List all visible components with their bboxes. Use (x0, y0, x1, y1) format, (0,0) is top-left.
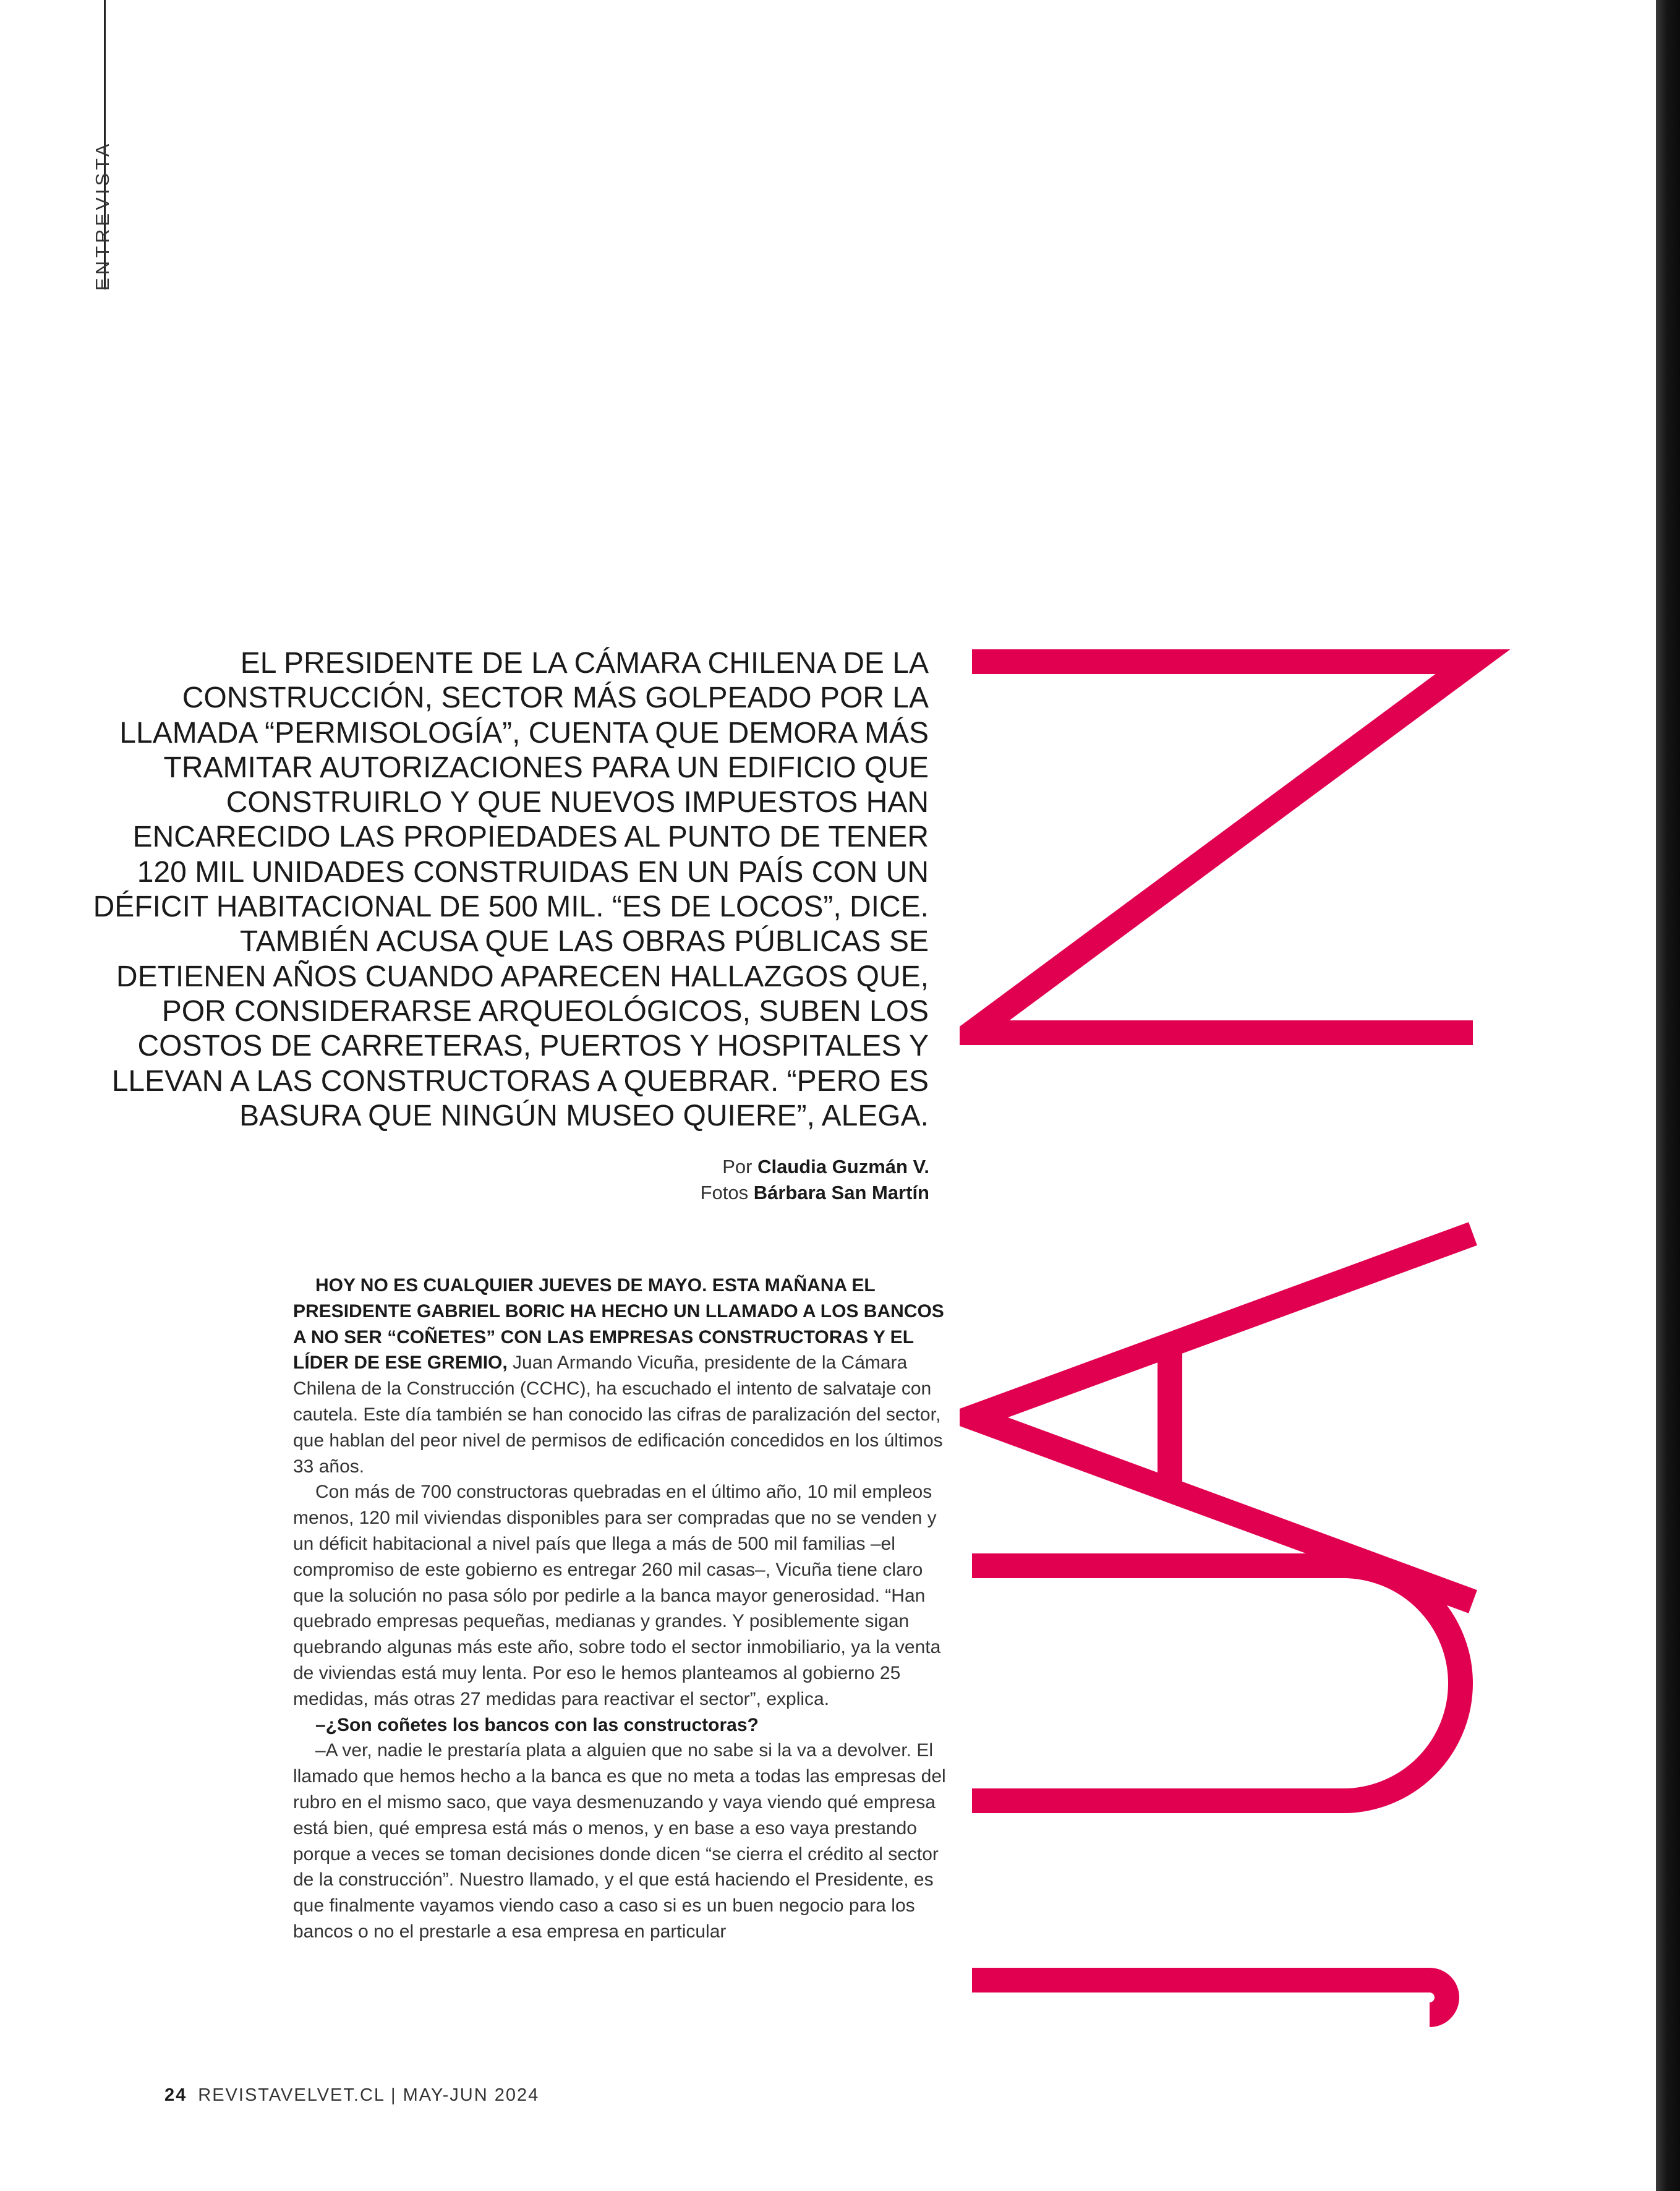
paragraph-1-rest: Juan Armando Vicuña, presidente de la Cámara Chilena de la Construcción (CCHC), ha escuchado el intento de salvataje con cautela. Este día también se han conocido las cifras de paralización del sector, que hablan del peor nivel de permisos de edificación concedidos en los últimos 33 años. (293, 1352, 943, 1477)
interview-answer: –A ver, nadie le prestaría plata a alguien que no sabe si la va a devolver. El llamado que hemos hecho a la banca es que no meta a todas las empresas del rubro en el mismo saco, que vaya desmenuzando y vaya viendo qué empresa está bien, qué empresa está más o menos, y en base a eso vaya prestando porque a veces se toman decisiones donde dicen “se cierra el crédito al sector de la construcción”. Nuestro llamado, y el que está haciendo el Presidente, es que finalmente vayamos viendo caso a caso si es un buen negocio para los bancos o no el prestarle a esa empresa en particular (293, 1740, 946, 1942)
lede: HOY NO ES CUALQUIER JUEVES DE MAYO. ESTA MAÑANA EL PRESIDENTE GABRIEL BORIC HA HECHO UN LLAMADO A LOS BANCOS A NO SER “COÑETES” CON LAS EMPRESAS CONSTRUCTORAS Y EL LÍDER DE ESE GREMIO, (293, 1275, 944, 1373)
photo-credit (701, 1180, 929, 1206)
paragraph-1 (293, 1273, 946, 1479)
author-credit (701, 1154, 929, 1180)
big-name-title (960, 649, 1585, 2065)
byline (701, 1154, 929, 1206)
photo-prefix: Fotos (700, 1182, 749, 1203)
author-prefix: Por (722, 1156, 753, 1177)
footer-text: REVISTAVELVET.CL | MAY-JUN 2024 (198, 2085, 540, 2105)
letter-a (972, 1234, 1473, 1602)
intro-deck (87, 646, 929, 1134)
article-body (293, 1273, 946, 1945)
interview-question: –¿Son coñetes los bancos con las constructoras? (315, 1714, 759, 1735)
letter-u (972, 1566, 1460, 1801)
letter-n (972, 662, 1473, 1033)
photographer-name: Bárbara San Martín (753, 1182, 929, 1203)
letter-j (972, 1980, 1447, 2015)
paragraph-2: Con más de 700 constructoras quebradas en el último año, 10 mil empleos menos, 120 mil viviendas disponibles para ser compradas que no se venden y un déficit habitacional a nivel país que llega a más de 500 mil familias –el compromiso de este gobierno es entregar 260 mil casas–, Vicuña tiene claro que la solución no pasa sólo por pedirle a la banca mayor generosidad. “Han quebrado empresas pequeñas, medianas y grandes. Y posiblemente sigan quebrando algunas más este año, sobre todo el sector inmobiliario, ya la venta de viviendas está muy lenta. Por eso le hemos planteamos al gobierno 25 medidas, más otras 27 medidas para reactivar el sector”, explica. (293, 1482, 941, 1709)
page-footer (164, 2085, 539, 2106)
page-number: 24 (164, 2085, 187, 2105)
deck-text: EL PRESIDENTE DE LA CÁMARA CHILENA DE LA CONSTRUCCIÓN, SECTOR MÁS GOLPEADO POR LA LLAMADA “PERMISOLOGÍA”, CUENTA QUE DEMORA MÁS TRAMITAR AUTORIZACIONES PARA UN EDIFICIO QUE CONSTRUIRLO Y QUE NUEVOS IMPUESTOS HAN ENCARECIDO LAS PROPIEDADES AL PUNTO DE TENER 120 MIL UNIDADES CONSTRUIDAS EN UN PAÍS CON UN DÉFICIT HABITACIONAL DE 500 MIL. “ES DE LOCOS”, DICE. TAMBIÉN ACUSA QUE LAS OBRAS PÚBLICAS SE DETIENEN AÑOS CUANDO APARECEN HALLAZGOS QUE, POR CONSIDERARSE ARQUEOLÓGICOS, SUBEN LOS COSTOS DE CARRETERAS, PUERTOS Y HOSPITALES Y LLEVAN A LAS CONSTRUCTORAS A QUEBRAR. “PERO ES BASURA QUE NINGÚN MUSEO QUIERE”, ALEGA. (93, 647, 929, 1132)
section-label: ENTREVISTA (92, 140, 113, 291)
author-name: Claudia Guzmán V. (757, 1156, 929, 1177)
page-edge-shadow (1656, 0, 1680, 2191)
